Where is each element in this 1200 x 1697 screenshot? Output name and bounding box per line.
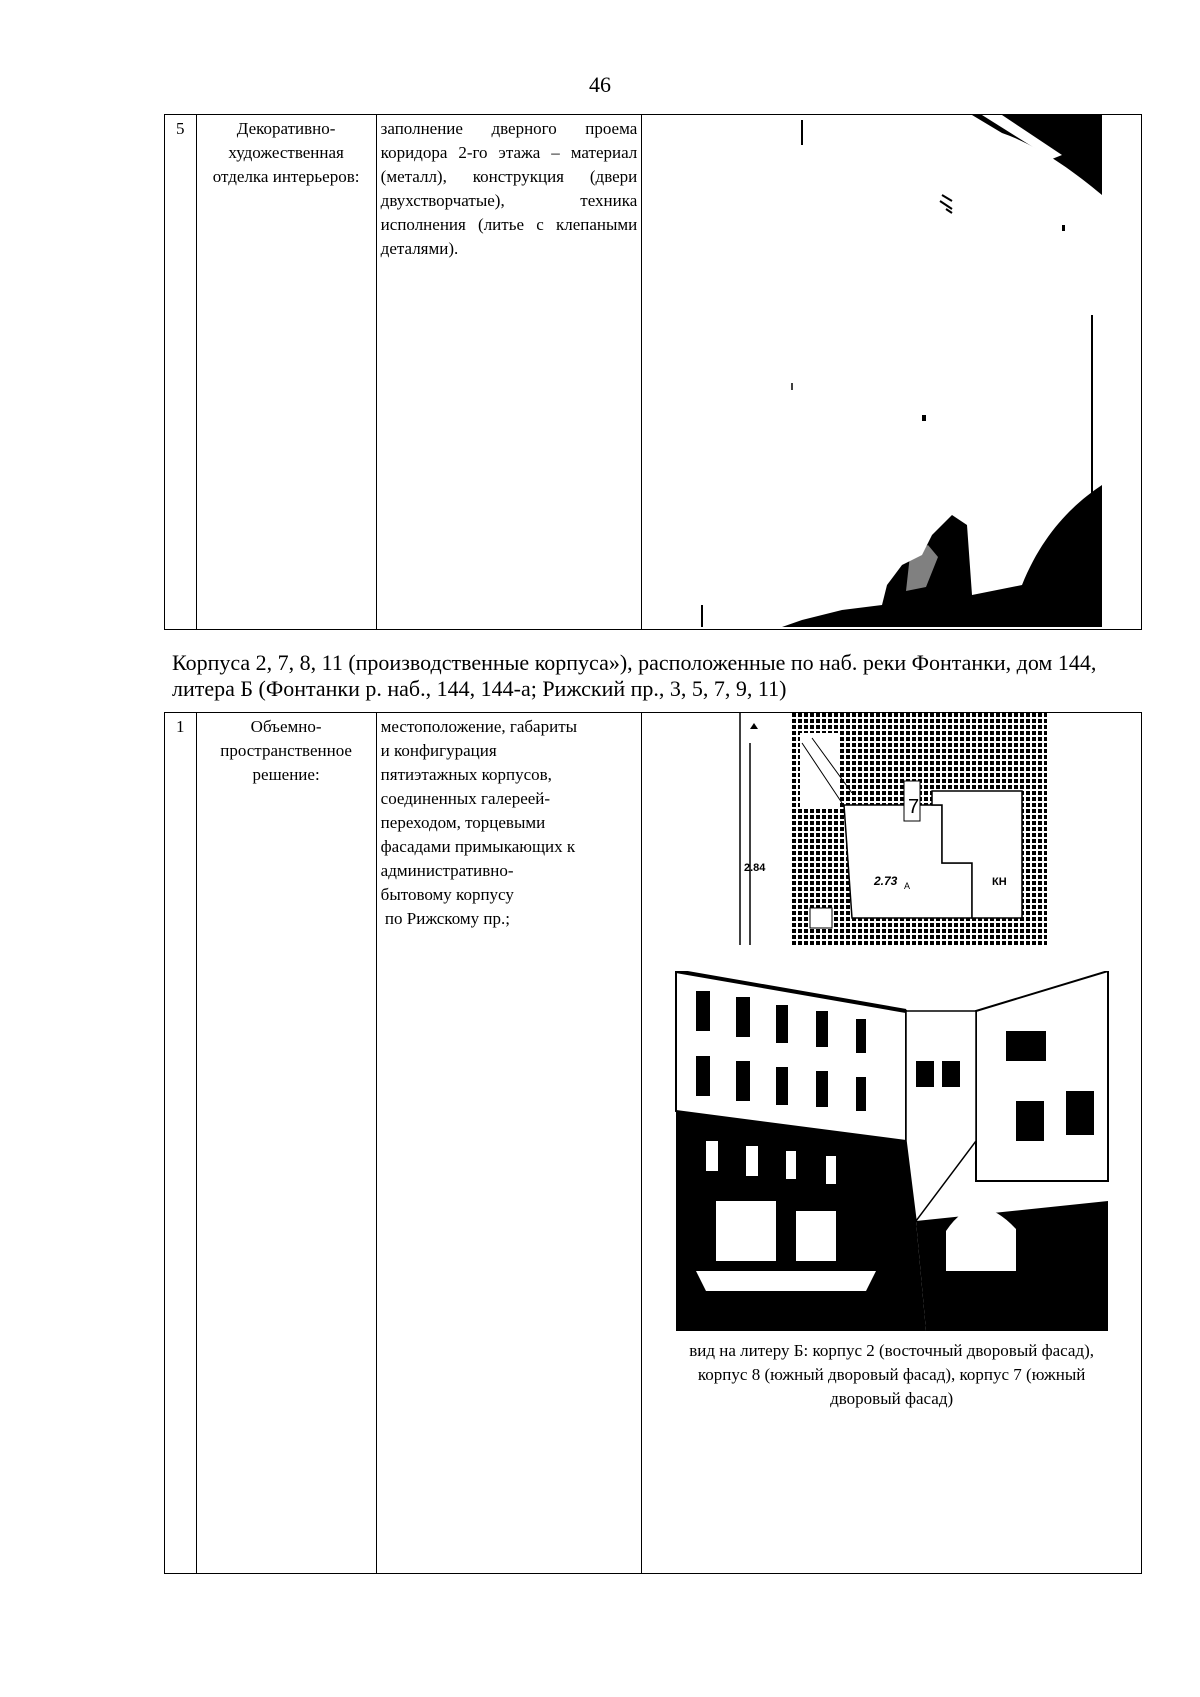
table-row [165,115,1142,630]
plan-mark-kn: КН [992,876,1007,888]
object-table-2 [164,712,1142,1574]
desc-line: бытовому корпусу [380,885,514,904]
object-table-1 [164,114,1142,630]
plan-mark-a-suffix: А [904,881,911,891]
photo-caption: вид на литеру Б: корпус 2 (восточный дворовый фасад), корпус 8 (южный дворовый фасад), корпус 7 (южный дворовый фасад) [689,1341,1095,1408]
door-photo-cell [642,115,1142,630]
desc-line: местоположение, габариты [380,717,578,736]
door-photo [642,115,1102,627]
row-object-name: Объемно-пространственное решение: [196,713,376,1574]
plan-building-number: 7 [908,796,920,818]
row-description [376,713,642,1574]
desc-line: по Рижскому пр.; [380,909,510,928]
courtyard-photo [642,971,1132,1331]
desc-line: и конфигурация [380,741,497,760]
plan-mark-side: 2.84 [744,862,766,874]
row-number: 1 [165,713,197,1574]
section-title: Корпуса 2, 7, 8, 11 (производственные корпуса»), расположенные по наб. реки Фонтанки, дом 144, литера Б (Фонтанки р. наб., 144, 144-а; Рижский пр., 3, 5, 7, 9, 11) [172,650,1097,701]
desc-line: фасадами примыкающих к [380,837,576,856]
page-number: 46 [589,72,611,97]
site-plan-image [642,713,1132,945]
row-number: 5 [165,115,197,630]
table-row [165,713,1142,1574]
desc-line: соединенных галереей- [380,789,551,808]
row-description: заполнение дверного проема коридора 2-го этажа – материал (металл), конструкция (двери двухстворчатые), техника исполнения (литье с клепаными деталями). [376,115,642,630]
row-object-name: Декоративно-художественная отделка интерьеров: [196,115,376,630]
desc-line: административно- [380,861,514,880]
desc-line: переходом, торцевыми [380,813,546,832]
images-cell [642,713,1142,1574]
desc-line: пятиэтажных корпусов, [380,765,552,784]
plan-mark-a: 2.73 [874,874,898,888]
